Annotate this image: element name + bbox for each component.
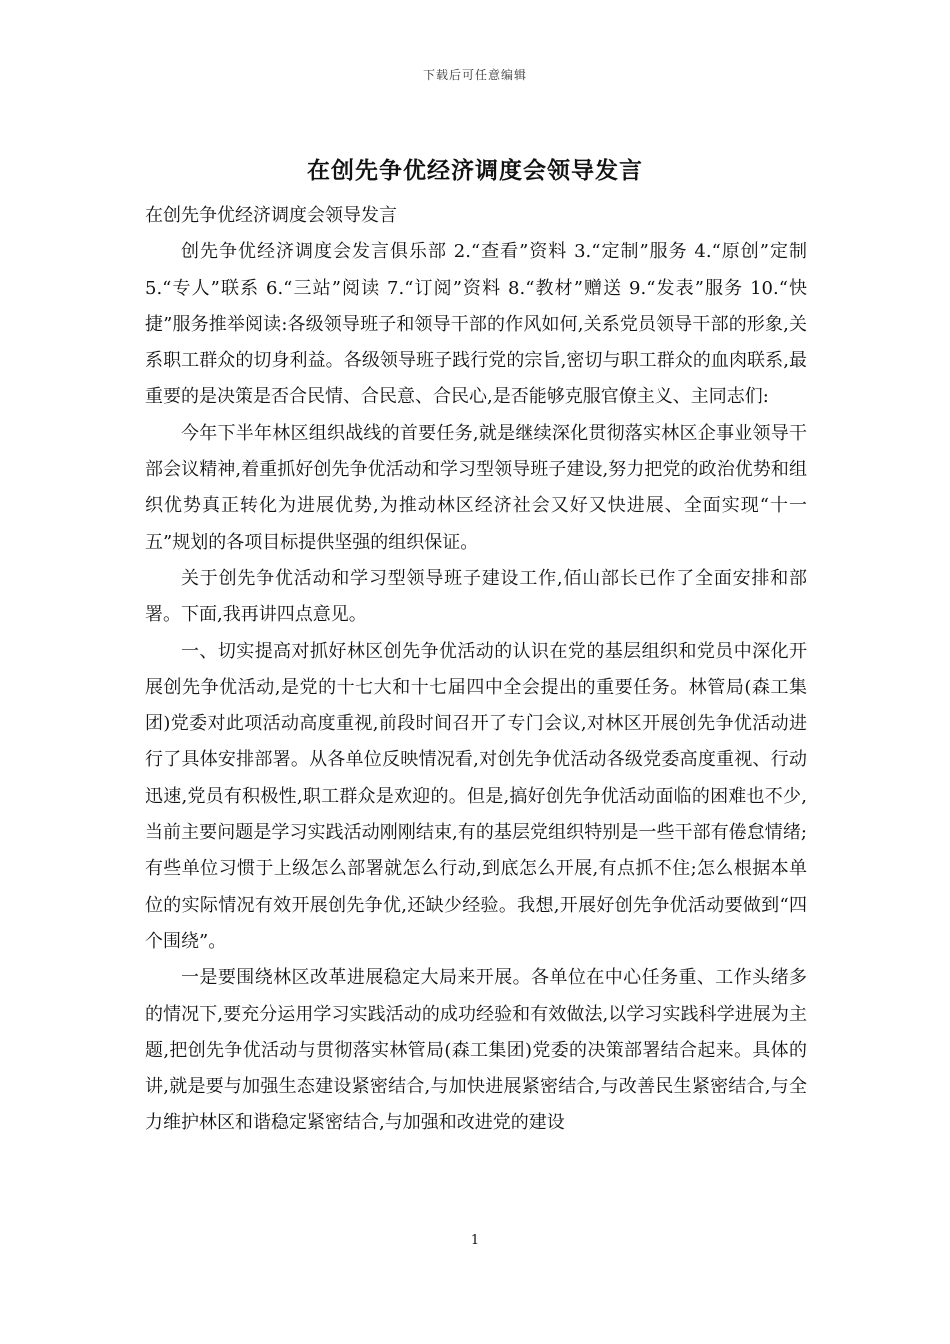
paragraph: 一是要围绕林区改革进展稳定大局来开展。各单位在中心任务重、工作头绪多的情况下,要充分运用学习实践活动的成功经验和有效做法,以学习实践科学进展为主题,把创先争优活动与贯彻落实林管局(森工集团)党委的决策部署结合起来。具体的讲,就是要与加强生态建设紧密结合,与加快进展紧密结合,与改善民生紧密结合,与全力维护林区和谐稳定紧密结合,与加强和改进党的建设 [145, 967, 807, 1134]
document-title: 在创先争优经济调度会领导发言 [307, 157, 643, 184]
document-subtitle: 在创先争优经济调度会领导发言 [145, 205, 397, 226]
header-note: 下载后可任意编辑 [422, 68, 527, 82]
paragraph: 创先争优经济调度会发言俱乐部 2.“查看”资料 3.“定制”服务 4.“原创”定制 5.“专人”联系 6.“三站”阅读 7.“订阅”资料 8.“教材”赠送 9.“发表”服务 10.“快捷”服务推举阅读:各级领导班子和领导干部的作风如何,关系党员领导干部的形象,关系职工群众的切身利益。各级领导班子践行党的宗旨,密切与职工群众的血肉联系,最重要的是决策是否合民情、合民意、合民心,是否能够克服官僚主义、主同志们: [145, 241, 807, 408]
page-number: 1 [470, 1233, 480, 1248]
paragraph: 关于创先争优活动和学习型领导班子建设工作,佰山部长已作了全面安排和部署。下面,我再讲四点意见。 [145, 567, 807, 626]
paragraph: 今年下半年林区组织战线的首要任务,就是继续深化贯彻落实林区企事业领导干部会议精神,着重抓好创先争优活动和学习型领导班子建设,努力把党的政治优势和组织优势真正转化为进展优势,为推动林区经济社会又好又快进展、全面实现“十一五”规划的各项目标提供坚强的组织保证。 [145, 422, 807, 553]
paragraph: 一、切实提高对抓好林区创先争优活动的认识在党的基层组织和党员中深化开展创先争优活动,是党的十七大和十七届四中全会提出的重要任务。林管局(森工集团)党委对此项活动高度重视,前段时间召开了专门会议,对林区开展创先争优活动进行了具体安排部署。从各单位反映情况看,对创先争优活动各级党委高度重视、行动迅速,党员有积极性,职工群众是欢迎的。但是,搞好创先争优活动面临的困难也不少,当前主要问题是学习实践活动刚刚结束,有的基层党组织特别是一些干部有倦怠情绪;有些单位习惯于上级怎么部署就怎么行动,到底怎么开展,有点抓不住;怎么根据本单位的实际情况有效开展创先争优,还缺少经验。我想,开展好创先争优活动要做到“四个围绕”。 [145, 640, 807, 952]
document-body [145, 198, 807, 1142]
